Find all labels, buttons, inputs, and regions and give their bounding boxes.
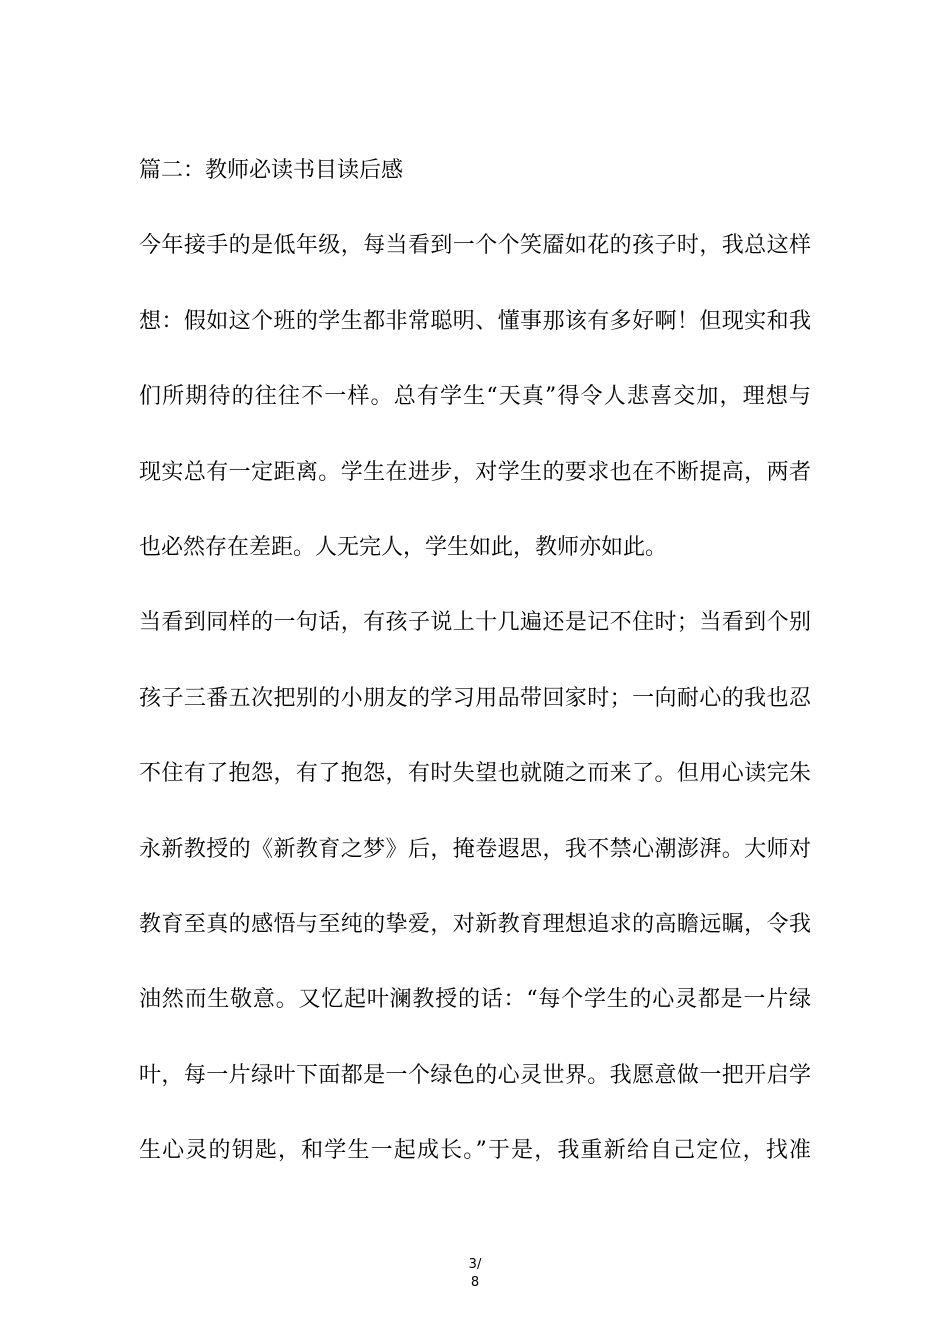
paragraph-line: 现实总有一定距离。学生在进步，对学生的要求也在不断提高，两者 (139, 460, 811, 485)
page-number-current: 3/ (468, 1257, 482, 1272)
paragraph-line: 当看到同样的一句话，有孩子说上十几遍还是记不住时；当看到个别 (139, 610, 811, 635)
paragraph-line: 们所期待的往往不一样。总有学生“天真”得令人悲喜交加，理想与 (139, 384, 811, 409)
paragraph-line: 孩子三番五次把别的小朋友的学习用品带回家时；一向耐心的我也忍 (139, 686, 811, 711)
paragraph-line: 生心灵的钥匙，和学生一起成长。”于是，我重新给自己定位，找准 (139, 1138, 811, 1163)
paragraph-line: 也必然存在差距。人无完人，学生如此，教师亦如此。 (139, 535, 668, 560)
paragraph-line: 教育至真的感悟与至纯的挚爱，对新教育理想追求的高瞻远瞩，令我 (139, 912, 811, 937)
paragraph-line: 今年接手的是低年级，每当看到一个个笑靥如花的孩子时，我总这样 (139, 233, 811, 258)
page-number-total: 8 (470, 1275, 480, 1290)
paragraph-line: 不住有了抱怨，有了抱怨，有时失望也就随之而来了。但用心读完朱 (139, 761, 811, 786)
section-heading: 篇二：教师必读书目读后感 (139, 158, 404, 183)
paragraph-line: 叶，每一片绿叶下面都是一个绿色的心灵世界。我愿意做一把开启学 (139, 1063, 811, 1088)
paragraph-line: 永新教授的《新教育之梦》后，掩卷遐思，我不禁心潮澎湃。大师对 (139, 837, 811, 862)
paragraph-line: 想：假如这个班的学生都非常聪明、懂事那该有多好啊！但现实和我 (139, 309, 811, 334)
paragraph-line: 油然而生敬意。又忆起叶澜教授的话：“每个学生的心灵都是一片绿 (139, 987, 811, 1012)
